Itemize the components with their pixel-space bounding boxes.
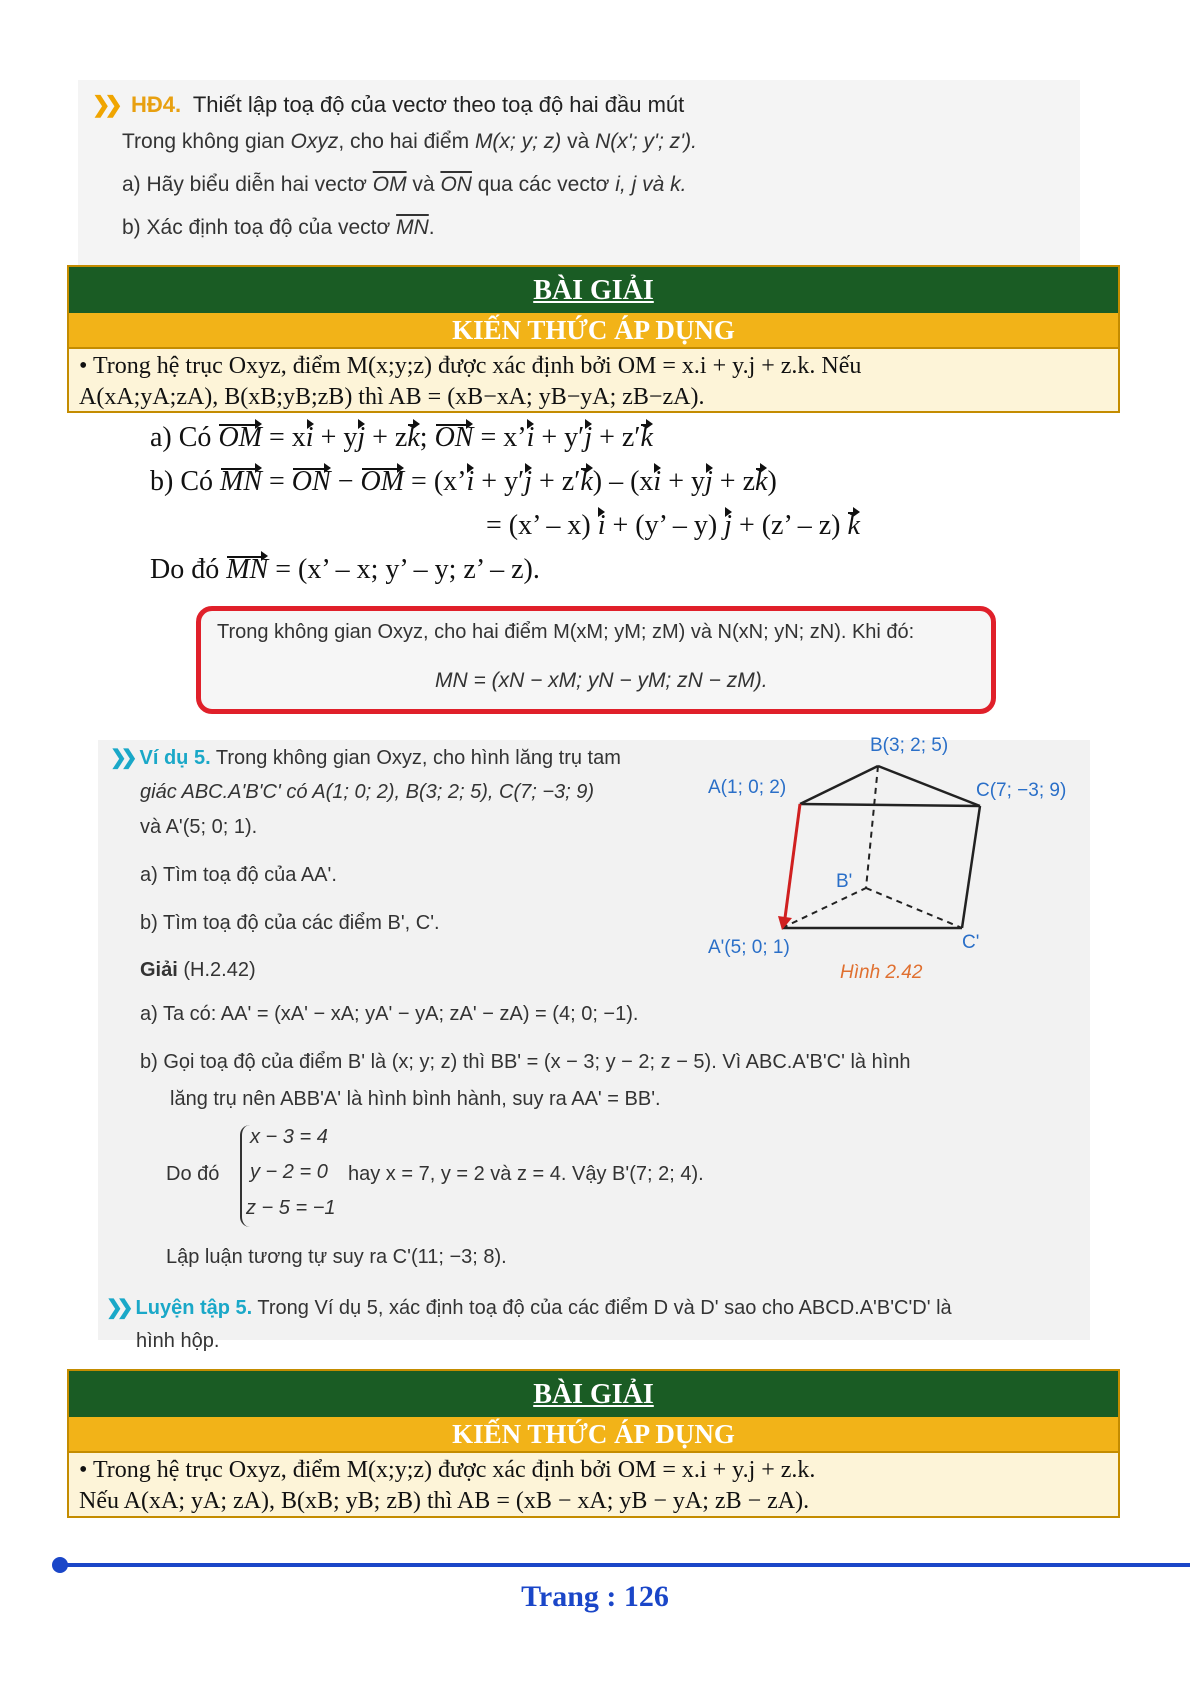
sol-a-eq6: + z′	[592, 422, 641, 453]
hd4-title	[92, 92, 684, 118]
example-solution-a: a) Ta có: AA' = (xA' − xA; yA' − yA; zA' − zA) = (4; 0; −1).	[140, 1003, 639, 1025]
solution-line-b	[150, 466, 777, 498]
vector-k: k	[407, 422, 420, 453]
sol-b-eq: =	[262, 466, 292, 497]
sol-c3: + (z’ – z)	[731, 510, 848, 541]
sol-b-rest4: ) – (x	[592, 466, 654, 497]
formula-highlight-box	[196, 606, 996, 714]
example-solution-b1: b) Gọi toạ độ của điểm B' là (x; y; z) thì BB' = (x − 3; y − 2; z − 5). Vì ABC.A'B'C' là hình	[140, 1051, 911, 1073]
system-eq-2: y − 2 = 0	[250, 1161, 328, 1183]
giai-bold: Giải	[140, 959, 178, 981]
knowledge-heading: KIẾN THỨC ÁP DỤNG	[452, 315, 735, 345]
solution-line-c	[486, 510, 860, 542]
sol-b-rest6: + z	[712, 466, 755, 497]
sol-a-eq1: = x	[261, 422, 306, 453]
sol-d-post: = (x’ – x; y’ – y; z’ – z).	[268, 554, 540, 585]
label-cp: C'	[962, 932, 980, 953]
vector-j: j	[524, 466, 532, 497]
hd4-a-pre: a) Hãy biểu diễn hai vectơ	[122, 173, 373, 196]
sol-a-pre: a) Có	[150, 422, 219, 453]
sol-c1: = (x’ – x)	[486, 510, 598, 541]
sol-a-sep: ;	[419, 422, 435, 453]
label-bp: B'	[836, 871, 853, 892]
hd4-intro-n: N(x'; y'; z').	[595, 130, 697, 153]
vector-k: k	[755, 466, 768, 497]
practice-tag: Luyện tập 5.	[135, 1297, 253, 1319]
formula-text: Trong không gian Oxyz, cho hai điểm M(xM; yM; zM) và N(xN; yN; zN). Khi đó:	[217, 621, 915, 643]
edge-cc	[962, 806, 980, 928]
sol-d-pre: Do đó	[150, 554, 227, 585]
label-c: C(7; −3; 9)	[976, 780, 1067, 801]
sol-b-rest3: + z′	[531, 466, 581, 497]
example-l1: Trong không gian Oxyz, cho hình lăng trụ tam	[215, 747, 621, 769]
hd4-intro-m: M(x; y; z)	[474, 130, 562, 153]
system-eq-3: z − 5 = −1	[246, 1197, 336, 1219]
edge-bb	[866, 766, 878, 888]
vector-om: OM	[218, 422, 262, 453]
giai-rest: (H.2.42)	[177, 959, 256, 981]
knowledge-box	[67, 347, 1120, 413]
hd4-b-mn: $\overline{MN}$	[396, 216, 429, 239]
hd4-a-om: $\overline{OM}$	[372, 173, 407, 196]
vector-i: i	[597, 510, 606, 541]
vector-mn: MN	[220, 466, 262, 497]
hd4-a-ijk: i, j và k.	[615, 173, 687, 196]
hd4-title-text: Thiết lập toạ độ của vectơ theo toạ độ hai đầu mút	[192, 92, 685, 117]
sol-a-eq5: + y′	[534, 422, 585, 453]
practice-l1: Trong Ví dụ 5, xác định toạ độ của các điểm D và D' sao cho ABCD.A'B'C'D' là	[257, 1297, 952, 1319]
solution-heading: BÀI GIẢI	[533, 275, 654, 306]
vector-i: i	[305, 422, 314, 453]
example-question-b: b) Tìm toạ độ của các điểm B', C'.	[140, 912, 440, 934]
knowledge-rule-2-line1: • Trong hệ trục Oxyz, điểm M(x;y;z) được xác định bởi OM = x.i + y.j + z.k.	[79, 1457, 816, 1483]
solution-line-d	[150, 554, 540, 586]
hd4-a-on: $\overline{ON}$	[440, 173, 472, 196]
page-number: Trang : 126	[521, 1580, 669, 1613]
knowledge-rule-line2: A(xA;yA;zA), B(xB;yB;zB) thì AB = (xB−xA; yB−yA; zB−zA).	[79, 384, 705, 410]
edge-apbp	[782, 888, 866, 928]
sol-b-rest1: = (x’	[404, 466, 467, 497]
example-question-a: a) Tìm toạ độ của AA'.	[140, 864, 337, 886]
example-tag: Ví dụ 5.	[139, 747, 211, 769]
figure-caption: Hình 2.42	[840, 962, 923, 983]
system-result: hay x = 7, y = 2 và z = 4. Vậy B'(7; 2; 4).	[348, 1163, 704, 1185]
hd4-activity-box	[78, 80, 1080, 265]
chevron-right-icon: ❯❯	[110, 747, 132, 769]
vector-i: i	[466, 466, 475, 497]
footer-divider	[55, 1563, 1190, 1567]
system-eq-1: x − 3 = 4	[250, 1126, 328, 1148]
hd4-a-mid: qua các vectơ	[471, 173, 616, 196]
example-line-3: và A'(5; 0; 1).	[140, 816, 258, 838]
label-b: B(3; 2; 5)	[870, 735, 949, 756]
label-a: A(1; 0; 2)	[708, 777, 787, 798]
edge-ab	[800, 766, 878, 804]
hd4-intro-oxyz: Oxyz	[290, 130, 339, 153]
vector-k: k	[640, 422, 653, 453]
hd4-intro-and: và	[561, 130, 596, 153]
example-solution-label	[140, 959, 256, 982]
vector-j: j	[705, 466, 713, 497]
sol-b-rest7: )	[767, 466, 777, 497]
vector-mn: MN	[226, 554, 269, 585]
vector-om: OM	[360, 466, 405, 497]
example-line-1	[110, 745, 621, 770]
vector-j: j	[584, 422, 593, 453]
vector-i: i	[526, 422, 535, 453]
chevron-right-icon: ❯❯	[106, 1297, 128, 1319]
hd4-a-and: và	[406, 173, 441, 196]
sol-a-eq2: + y	[313, 422, 358, 453]
edge-ac	[800, 804, 980, 806]
knowledge-heading-bar-2	[67, 1417, 1120, 1451]
vector-k: k	[847, 510, 860, 541]
label-ap: A'(5; 0; 1)	[708, 937, 790, 958]
vector-i: i	[653, 466, 662, 497]
knowledge-box-2	[67, 1451, 1120, 1518]
knowledge-heading-2: KIẾN THỨC ÁP DỤNG	[452, 1419, 735, 1449]
vector-k: k	[580, 466, 593, 497]
edge-bc	[878, 766, 980, 806]
knowledge-rule-line1: • Trong hệ trục Oxyz, điểm M(x;y;z) được xác định bởi OM = x.i + y.j + z.k. Nếu	[79, 353, 862, 379]
practice-line-1	[106, 1295, 952, 1320]
solution-heading-bar-2	[67, 1369, 1120, 1417]
vector-j: j	[357, 422, 366, 453]
formula-equation: MN = (xN − xM; yN − yM; zN − zM).	[435, 669, 768, 692]
example-solution-b2: lăng trụ nên ABB'A' là hình bình hành, suy ra AA' = BB'.	[170, 1088, 661, 1110]
vector-j: j	[724, 510, 732, 541]
sol-b-rest5: + y	[661, 466, 705, 497]
hd4-intro-mid: , cho hai điểm	[338, 130, 475, 153]
vector-on: ON	[291, 466, 331, 497]
footer-dot-icon	[52, 1557, 68, 1573]
solution-line-a	[150, 422, 653, 454]
sol-a-eq3: + z	[365, 422, 408, 453]
solution-heading-2: BÀI GIẢI	[533, 1379, 654, 1410]
hd4-question-b	[122, 216, 435, 240]
hd4-question-a	[122, 173, 686, 197]
edge-bpcp	[866, 888, 962, 928]
sol-b-rest2: + y′	[474, 466, 525, 497]
sol-c2: + (y’ – y)	[605, 510, 725, 541]
example-solution-c: Lập luận tương tự suy ra C'(11; −3; 8).	[166, 1246, 507, 1268]
knowledge-heading-bar	[67, 313, 1120, 347]
chevron-right-icon: ❯❯	[92, 92, 117, 117]
hd4-intro-pre: Trong không gian	[122, 130, 291, 153]
solution-heading-bar	[67, 265, 1120, 313]
knowledge-rule-2-line2: Nếu A(xA; yA; zA), B(xB; yB; zB) thì AB = (xB − xA; yB − yA; zB − zA).	[79, 1488, 810, 1514]
hd4-b-end: .	[428, 216, 435, 239]
hd4-tag: HĐ4.	[131, 92, 182, 117]
example-line-2: giác ABC.A'B'C' có A(1; 0; 2), B(3; 2; 5), C(7; −3; 9)	[140, 781, 595, 803]
vector-aa	[785, 804, 800, 918]
sol-a-eq4: = x’	[473, 422, 527, 453]
sol-b-pre: b) Có	[150, 466, 220, 497]
hd4-b-pre: b) Xác định toạ độ của vectơ	[122, 216, 397, 239]
practice-line-2: hình hộp.	[136, 1330, 220, 1352]
sol-b-minus: −	[330, 466, 361, 497]
hd4-intro	[122, 130, 697, 154]
vector-on: ON	[434, 422, 474, 453]
do-do-label: Do đó	[166, 1163, 220, 1185]
